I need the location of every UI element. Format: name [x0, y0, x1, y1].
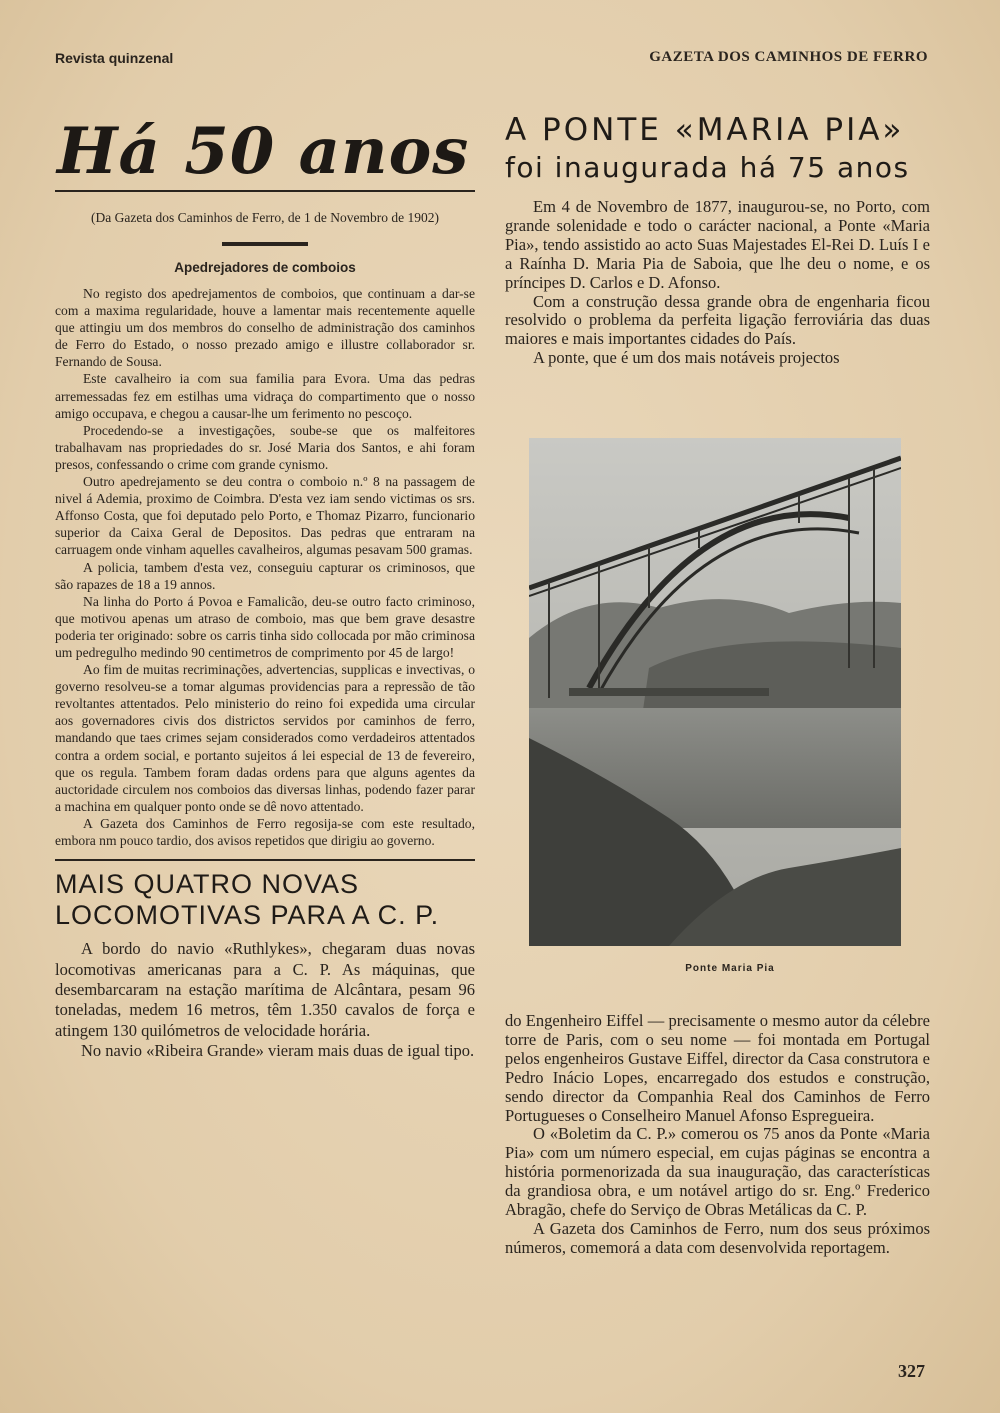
paragraph: A Gazeta dos Caminhos de Ferro, num dos seus próximos números, comemorá a data com desenvolvida reportagem. — [505, 1218, 930, 1257]
source-line: (Da Gazeta dos Caminhos de Ferro, de 1 de Novembro de 1902) — [91, 210, 439, 225]
paragraph: O «Boletim da C. P.» comerou os 75 anos da Ponte «Maria Pia» com um número especial, em cujas páginas se encontra a história pormenorizada da sua inauguração, das características da grandiosa obra, e um notável artigo do sr. Eng.º Frederico Abragão, chefe do Serviço de Obras Metálicas da C. P. — [505, 1124, 930, 1220]
bridge-photo — [529, 438, 901, 946]
article-locomotivas — [55, 939, 475, 1061]
title-rule — [55, 190, 475, 192]
paragraph: Outro apedrejamento se deu contra o comboio n.º 8 na passagem de nivel á Ademia, proximo de Coimbra. D'esta vez iam sendo victimas os srs. Affonso Costa, que foi deputado pelo Porto, e Thomaz Pizarro, funcionario superior da Caixa Geral de Depositos. Das pedras que entraram na carruagem onde vinham aquelles cavalheiros, algumas pesavam 500 gramas. — [55, 474, 475, 558]
paragraph: Este cavalheiro ia com sua familia para Evora. Uma das pedras arremessadas fez em estilhas uma vidraça do compartimento que o nosso amigo occupava, e chegou a causar-lhe um ferimento no pescoço. — [55, 371, 475, 421]
article-ponte-intro — [505, 198, 930, 368]
paragraph: Procedendo-se a investigações, soube-se que os malfeitores trabalhavam nas propriedades do sr. José Maria dos Santos, e ahi foram presos, confessando o crime com grande cynismo. — [55, 422, 475, 472]
article-ponte-continued — [505, 1012, 930, 1258]
running-header-left: Revista quinzenal — [55, 50, 174, 66]
paragraph: A Gazeta dos Caminhos de Ferro regosija-se com este resultado, embora nm pouco tardio, dos avisos repetidos que dirigiu ao governo. — [55, 815, 475, 848]
paragraph: No navio «Ribeira Grande» vieram mais duas de igual tipo. — [81, 1041, 475, 1061]
paragraph: Com a construção dessa grande obra de engenharia ficou resolvido o problema da perfeita ligação ferroviária das duas maiores e mais importantes cidades do País. — [505, 291, 930, 349]
paragraph: Em 4 de Novembro de 1877, inaugurou-se, no Porto, com grande solenidade e todo o carácter nacional, a Ponte «Maria Pia», tendo assistido ao acto Suas Majestades El-Rei D. Luís I e a Raínha D. Maria Pia de Saboia, que lhe deu o nome, e os príncipes D. Carlos e D. Afonso. — [505, 197, 930, 292]
running-header-right: GAZETA DOS CAMINHOS DE FERRO — [649, 49, 928, 65]
paragraph: A ponte, que é um dos mais notáveis projectos — [533, 348, 840, 368]
section-title-ha-50-anos: Há 50 anos — [57, 114, 470, 189]
right-column — [505, 110, 930, 368]
article-subheading: Apedrejadores de comboios — [174, 260, 356, 275]
article-title-locomotivas: MAIS QUATRO NOVAS LOCOMOTIVAS PARA A C. P. — [55, 869, 440, 931]
bridge-photo-image — [529, 438, 901, 946]
page-number: 327 — [898, 1361, 925, 1381]
left-column — [55, 110, 475, 1062]
paragraph: A policia, tambem d'esta vez, conseguiu capturar os criminosos, que são rapazes de 18 a 19 annos. — [55, 559, 475, 592]
article-subtitle-ponte: foi inaugurada há 75 anos — [505, 151, 910, 184]
article-apedrejadores — [55, 285, 475, 849]
article-title-ponte: A PONTE «MARIA PIA» — [505, 112, 905, 148]
paragraph: No registo dos apedrejamentos de comboios, que continuam a dar-se com a maxima regularidade, houve a lamentar mais recentemente aquelle que attingiu um dos membros do conselho de administração dos caminhos de Ferro do Estado, o nosso prezado amigo e illustre collaborador sr. Fernando de Sousa. — [55, 286, 475, 370]
paragraph: Na linha do Porto á Povoa e Famalicão, deu-se outro facto criminoso, que motivou apenas um atraso de comboio, mas que bem grave desastre poderia ter originado: sobre os carris tinha sido collocada por mão criminosa um pedregulho medindo 90 centimetros de comprimento por 45 de largo! — [55, 593, 475, 660]
paragraph: A bordo do navio «Ruthlykes», chegaram duas novas locomotivas americanas para a C. P. As máquinas, que desembarcaram na estação marítima de Alcântara, pesam 96 toneladas, medem 16 metros, têm 1.350 cavalos de força e atingem 130 quilómetros de velocidade horária. — [55, 939, 475, 1040]
paragraph: Ao fim de muitas recriminações, advertencias, supplicas e invectivas, o governo resolveu-se a tomar algumas providencias para a repressão de tão revoltantes attentados. Pelo ministerio do reino foi expedida uma circular aos governadores civis dos districtos servidos por caminhos de ferro, mandando que taes crimes sejam considerados como verdadeiros attentados contra a ordem social, e portanto sujeitos á lei especial de 13 de fevereiro, que os regula. Tambem foram dadas ordens para que alguns agentes da auctoridade circulem nos comboios das diversas linhas, podendo fazer parar a machina em qualquer ponto onde se dê novo attentado. — [55, 662, 475, 814]
section-rule — [55, 859, 475, 861]
photo-caption: Ponte Maria Pia — [685, 963, 775, 974]
divider-rule — [222, 242, 308, 246]
paragraph: do Engenheiro Eiffel — precisamente o mesmo autor da célebre torre de Paris, com o seu nome — foi montada em Portugal pelos engenheiros Gustave Eiffel, director da Casa construtora e Pedro Inácio Lopes, encarregado dos estudos e construção, sendo director da Companhia Real dos Caminhos de Ferro Portugueses o Conselheiro Manuel Afonso Espregueira. — [505, 1011, 930, 1125]
